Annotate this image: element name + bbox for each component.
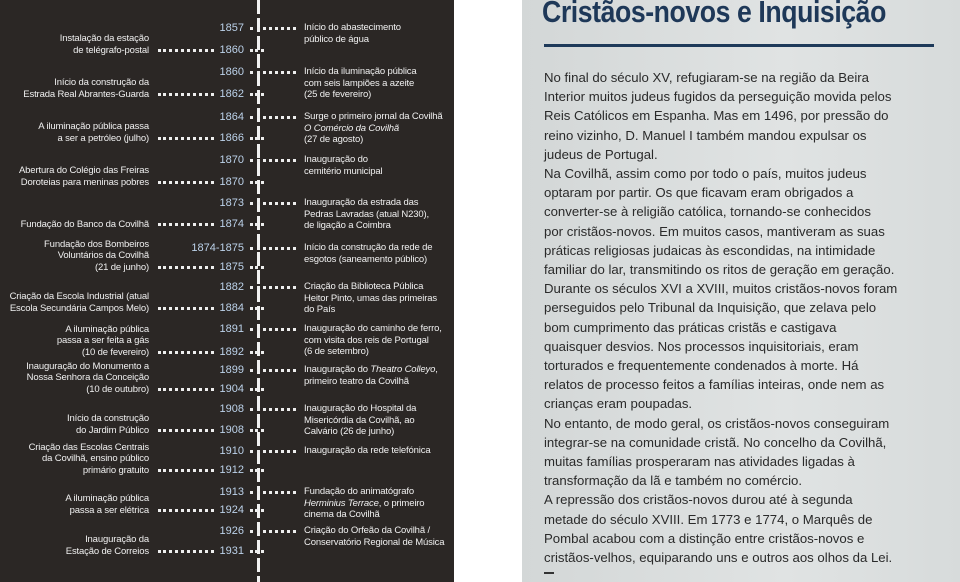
dotted-connector (250, 71, 296, 74)
dotted-connector (250, 491, 296, 494)
dotted-connector (250, 286, 296, 289)
event-description: Início da construção da Estrada Real Abrantes-Guarda (23, 77, 149, 100)
event-text: , o primeiro cinema da Covilhã (304, 497, 425, 520)
axis-node (250, 266, 264, 269)
dotted-connector (250, 450, 296, 453)
dotted-connector (158, 266, 214, 269)
axis-node (250, 388, 264, 391)
article-line: No entanto, de modo geral, os cristãos-novos conseguiram (544, 415, 890, 431)
dotted-connector (250, 202, 296, 205)
dotted-connector (158, 181, 214, 184)
event-description: Início da construção do Jardim Público (66, 413, 149, 436)
article-line: cristãos-velhos, equiparando uns e outros aos olhos da Lei. (544, 550, 893, 566)
article-line: integrar-se na comunidade cristã. No concelho da Covilhã, (544, 434, 887, 450)
event-year: 1926 (219, 525, 244, 537)
axis-node (250, 469, 264, 472)
event-text: Surge o primeiro jornal da Covilhã (304, 111, 443, 122)
event-year: 1875 (219, 261, 244, 273)
event-year: 1931 (219, 545, 244, 557)
event-title-italic: Herminius Terrace (304, 497, 379, 509)
event-year: 1866 (219, 132, 244, 144)
axis-node (250, 181, 264, 184)
dotted-connector (158, 93, 214, 96)
article-line: No final do século XV, refugiaram-se na região da Beira (544, 70, 869, 85)
event-year: 1870 (219, 154, 244, 166)
event-text: , primeiro teatro da Covilhã (304, 364, 438, 387)
axis-node (250, 49, 264, 52)
axis-node (250, 307, 264, 310)
event-text: (27 de agosto) (304, 134, 364, 145)
article-line: transformação da lã e também no comércio. (544, 473, 803, 489)
article-line: reino vizinho, D. Manuel I também mandou expulsar os (544, 127, 867, 143)
title-rule (544, 44, 934, 47)
event-description: Inauguração da estrada das Pedras Lavradas (atual N230), de ligação a Coimbra (304, 197, 430, 231)
event-description: Inauguração do cemitério municipal (304, 154, 383, 177)
event-year: 1860 (219, 44, 244, 56)
event-description: Início da construção da rede de esgotos (saneamento público) (304, 242, 433, 265)
event-description: Criação das Escolas Centrais da Covilhã, ensino público primário gratuito (28, 441, 149, 476)
dotted-connector (158, 388, 214, 391)
event-description: Início da iluminação pública com seis lampiões a azeite (25 de fevereiro) (304, 66, 417, 100)
event-year: 1892 (219, 346, 244, 358)
dotted-connector (158, 550, 214, 553)
event-text: Fundação do animatógrafo (304, 486, 414, 497)
event-description: Criação da Biblioteca Pública Heitor Pinto, umas das primeiras do País (304, 281, 438, 315)
event-description: Inauguração do Monumento a Nossa Senhora da Conceição (10 de outubro) (26, 360, 149, 395)
event-year: 1924 (219, 504, 244, 516)
dotted-connector (250, 116, 296, 119)
event-year: 1870 (219, 176, 244, 188)
dotted-connector (158, 223, 214, 226)
article-line: perseguidos pelo Tribunal da Inquisição, que zelava pelo (544, 300, 877, 316)
event-year: 1891 (219, 323, 244, 335)
dotted-connector (158, 307, 214, 310)
article-title: Cristãos-novos e Inquisição (542, 0, 886, 29)
event-year: 1862 (219, 88, 244, 100)
event-description: Inauguração da Estação de Correios (65, 534, 149, 557)
article-line: Na Covilhã, assim como por todo o país, muitos judeus (544, 166, 867, 182)
event-year: 1910 (219, 445, 244, 457)
event-description (304, 364, 438, 387)
dotted-connector (158, 429, 214, 432)
dotted-connector (158, 137, 214, 140)
dotted-connector (250, 328, 296, 331)
article-line: optaram por partir. Os que ficavam eram obrigados a (544, 185, 854, 201)
event-description: Criação da Escola Industrial (atual Escola Secundária Campos Melo) (9, 291, 149, 314)
dotted-connector (250, 27, 296, 30)
event-description: A iluminação pública passa a ser elétrica (65, 493, 149, 516)
event-year: 1882 (219, 281, 244, 293)
article-line: metade do século XVIII. Em 1773 e 1774, o Marquês de (544, 511, 873, 527)
event-title-italic: O Comércio da Covilhã (304, 122, 400, 134)
article-line: Interior muitos judeus fugidos da perseguição movida pelos (544, 89, 892, 105)
event-year: 1873 (219, 197, 244, 209)
event-title-italic: Theatro Colleyo (370, 364, 436, 375)
event-year: 1913 (219, 486, 244, 498)
article-line: bom cumprimento das práticas cristãs e castigava (544, 319, 837, 335)
event-description: Fundação dos Bombeiros Voluntários da Covilhã (21 de junho) (44, 238, 149, 273)
dotted-connector (250, 369, 296, 372)
article-line: familiar do lar, transmitindo os ritos de geração em geração. (544, 262, 895, 278)
article-line: judeus de Portugal. (544, 146, 658, 162)
event-description (304, 486, 424, 521)
event-year: 1874-1875 (191, 242, 244, 254)
event-year: 1908 (219, 424, 244, 436)
axis-node (250, 223, 264, 226)
event-description: A iluminação pública passa a ser feita a gás (10 de fevereiro) (56, 323, 149, 358)
article-line: torturados e frequentemente condenados à morte. Há (544, 358, 859, 374)
event-year: 1899 (219, 364, 244, 376)
event-year: 1864 (219, 111, 244, 123)
axis-node (250, 351, 264, 354)
dotted-connector (250, 247, 296, 250)
article-line: relatos de processo feitos a famílias inteiras, onde nem as (544, 377, 885, 393)
dotted-connector (158, 509, 214, 512)
article-line: Pombal acabou com a distinção entre cristãos-novos e (544, 530, 865, 546)
timeline-panel (0, 0, 454, 582)
dotted-connector (250, 530, 296, 533)
event-description: Abertura do Colégio das Freiras Doroteias para meninas pobres (18, 165, 149, 188)
article-line: por cristãos-novos. Em muitos casos, mantiveram as suas (544, 223, 885, 239)
event-description: Inauguração da rede telefónica (304, 445, 431, 456)
event-year: 1912 (219, 464, 244, 476)
event-year: 1884 (219, 302, 244, 314)
event-year: 1908 (219, 403, 244, 415)
article-body (544, 68, 956, 567)
dotted-connector (158, 351, 214, 354)
article-panel (522, 0, 960, 582)
event-description: Instalação da estação de telégrafo-postal (59, 33, 149, 56)
article-line: A repressão dos cristãos-novos durou até à segunda (544, 492, 853, 508)
event-description: Inauguração do Hospital da Misericórdia da Covilhã, ao Calvário (26 de junho) (304, 403, 417, 437)
event-description (304, 111, 443, 146)
dotted-connector (158, 49, 214, 52)
dotted-connector (250, 408, 296, 411)
event-year: 1904 (219, 383, 244, 395)
axis-node (250, 93, 264, 96)
dotted-connector (158, 469, 214, 472)
timeline-axis (257, 0, 260, 582)
axis-node (250, 550, 264, 553)
event-description: Criação do Orfeão da Covilhã / Conservatório Regional de Música (304, 525, 445, 548)
article-line: crianças eram poupadas. (544, 396, 693, 412)
dotted-connector (250, 159, 296, 162)
axis-node (250, 137, 264, 140)
article-line: muitas famílias prosperaram nas atividades ligadas à (544, 454, 855, 470)
axis-node (250, 429, 264, 432)
article-line: Durante os séculos XVI a XVIII, muitos cristãos-novos foram (544, 281, 898, 297)
event-year: 1874 (219, 218, 244, 230)
event-year: 1860 (219, 66, 244, 78)
axis-node (250, 509, 264, 512)
event-description: Fundação do Banco da Covilhã (20, 218, 149, 230)
article-line: quaisquer desvios. Nos processos inquisitoriais, eram (544, 338, 859, 354)
article-line: práticas religiosas judaicas às escondidas, na intimidade (544, 242, 876, 258)
article-line: Reis Católicos em Espanha. Mas em 1496, por pressão do (544, 108, 889, 124)
event-text: Inauguração do (304, 364, 371, 375)
event-description: Inauguração do caminho de ferro, com visita dos reis de Portugal (6 de setembro) (304, 323, 442, 357)
event-description: A iluminação pública passa a ser a petróleo (julho) (38, 121, 149, 144)
event-description: Início do abastecimento público de água (304, 22, 401, 45)
event-year: 1857 (219, 22, 244, 34)
end-mark (544, 572, 554, 574)
article-line: converter-se à religião católica, tornando-se conhecidos (544, 204, 871, 220)
